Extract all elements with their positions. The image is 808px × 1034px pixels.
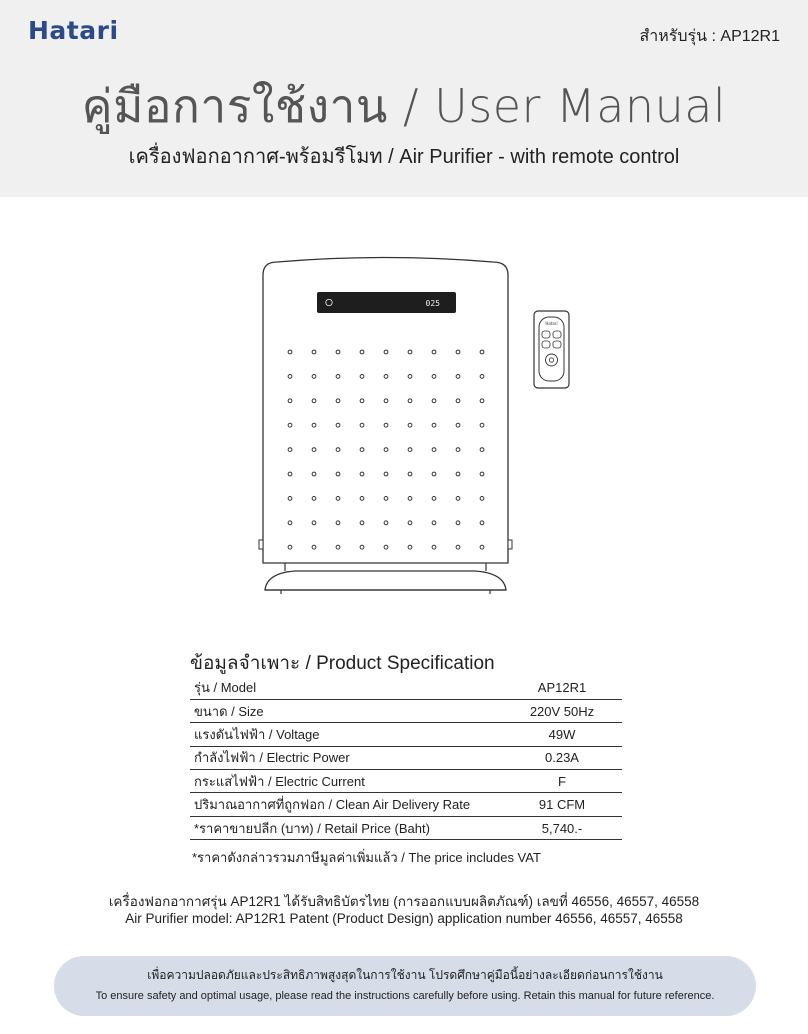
vent-dot — [360, 350, 364, 354]
spec-label: รุ่น / Model — [190, 676, 502, 699]
vent-dot — [384, 472, 388, 476]
vent-dot — [360, 497, 364, 501]
vent-dot — [408, 375, 412, 379]
spec-value: 0.23A — [502, 746, 622, 769]
vent-dot — [480, 448, 484, 452]
vent-dot — [408, 423, 412, 427]
vent-dot — [336, 472, 340, 476]
vent-dot — [480, 472, 484, 476]
spec-row — [190, 676, 622, 699]
patent-text-english: Air Purifier model: AP12R1 Patent (Product Design) application number 46556, 46557, 46558 — [125, 911, 683, 926]
spec-label: *ราคาขายปลีก (บาท) / Retail Price (Baht) — [190, 816, 502, 839]
vent-dot — [432, 423, 436, 427]
vent-dot — [288, 497, 292, 501]
spec-row — [190, 746, 622, 769]
vent-dot — [384, 350, 388, 354]
vent-dot — [312, 521, 316, 525]
vent-dot — [408, 497, 412, 501]
vent-dot — [456, 545, 460, 549]
vent-dot — [288, 399, 292, 403]
safety-notice — [54, 956, 756, 1016]
vent-dot — [312, 448, 316, 452]
vent-dot — [384, 399, 388, 403]
vent-dot — [312, 545, 316, 549]
vent-dot — [312, 350, 316, 354]
header-banner — [0, 0, 808, 197]
vent-dot — [408, 448, 412, 452]
spec-row — [190, 699, 622, 722]
vent-dot — [456, 375, 460, 379]
vent-dot — [384, 448, 388, 452]
page-title: คู่มือการใช้งาน / User Manual — [81, 79, 727, 133]
vent-dot — [480, 497, 484, 501]
spec-label: กำลังไฟฟ้า / Electric Power — [190, 746, 502, 769]
vent-dot — [336, 399, 340, 403]
vent-dot — [312, 399, 316, 403]
vent-dot — [336, 497, 340, 501]
spec-row — [190, 816, 622, 839]
vent-dot — [360, 472, 364, 476]
spec-value: AP12R1 — [502, 676, 622, 699]
remote-brand: Hatari — [545, 321, 558, 326]
spec-value: 5,740.- — [502, 816, 622, 839]
vent-dot — [336, 375, 340, 379]
spec-title: ข้อมูลจำเพาะ / Product Specification — [190, 653, 495, 674]
vent-dot — [384, 545, 388, 549]
spec-row — [190, 770, 622, 793]
vent-dot — [456, 423, 460, 427]
vent-dot — [312, 423, 316, 427]
patent-text-thai: เครื่องฟอกอากาศรุ่น AP12R1 ได้รับสิทธิบัตรไทย (การออกแบบผลิตภัณฑ์) เลขที่ 46556, 46557, 46558 — [108, 894, 700, 909]
vent-dot — [360, 521, 364, 525]
spec-label: ขนาด / Size — [190, 699, 502, 722]
spec-row — [190, 723, 622, 746]
vent-dot — [288, 423, 292, 427]
vent-dot — [456, 448, 460, 452]
display-readout: 025 — [425, 299, 440, 308]
vent-dot — [408, 472, 412, 476]
spec-row — [190, 793, 622, 816]
remote-control — [534, 311, 569, 388]
vent-dot — [432, 350, 436, 354]
vent-dot — [288, 448, 292, 452]
vent-dot — [288, 350, 292, 354]
vent-dot — [408, 545, 412, 549]
vent-dot — [360, 399, 364, 403]
vent-dot — [288, 375, 292, 379]
spec-table — [190, 676, 622, 840]
spec-label: แรงดันไฟฟ้า / Voltage — [190, 723, 502, 746]
vent-dot — [360, 375, 364, 379]
spec-label: ปริมาณอากาศที่ถูกฟอก / Clean Air Delivery Rate — [190, 793, 502, 816]
vent-dot — [408, 350, 412, 354]
spec-label: กระแสไฟฟ้า / Electric Current — [190, 770, 502, 793]
vent-dot — [480, 423, 484, 427]
vent-dot — [288, 521, 292, 525]
vent-dot — [312, 497, 316, 501]
spec-value: 220V 50Hz — [502, 699, 622, 722]
vent-dot — [432, 521, 436, 525]
vent-dot — [480, 521, 484, 525]
air-purifier-illustration — [255, 255, 558, 600]
vent-dot — [480, 399, 484, 403]
vent-dot — [432, 399, 436, 403]
vent-dot — [456, 472, 460, 476]
vent-dot — [360, 448, 364, 452]
vent-dot — [384, 497, 388, 501]
vent-dot — [432, 472, 436, 476]
spec-value: F — [502, 770, 622, 793]
vent-dot — [360, 423, 364, 427]
vent-dot — [432, 448, 436, 452]
vent-dot — [288, 545, 292, 549]
spec-value: 49W — [502, 723, 622, 746]
vent-dot — [360, 545, 364, 549]
vent-dot — [384, 423, 388, 427]
brand-logo: Hatari — [28, 16, 119, 45]
vent-dot — [456, 497, 460, 501]
page-subtitle: เครื่องฟอกอากาศ-พร้อมรีโมท / Air Purifier - with remote control — [128, 146, 680, 168]
vent-dot — [432, 375, 436, 379]
vent-dot — [312, 472, 316, 476]
vent-dot — [456, 399, 460, 403]
vent-dot — [432, 545, 436, 549]
vent-dot — [480, 375, 484, 379]
vent-dot — [480, 350, 484, 354]
vent-dot — [336, 545, 340, 549]
vent-dot — [408, 399, 412, 403]
vent-dot — [456, 350, 460, 354]
vent-dot — [408, 521, 412, 525]
vent-dot — [288, 472, 292, 476]
vent-dot — [336, 521, 340, 525]
vent-dot — [432, 497, 436, 501]
model-label: สำหรับรุ่น : AP12R1 — [639, 28, 780, 45]
safety-notice-english: To ensure safety and optimal usage, please read the instructions carefully before using. Retain this manual for future reference. — [95, 990, 715, 1002]
vent-dot — [336, 350, 340, 354]
vent-dot — [336, 423, 340, 427]
vent-dot — [384, 521, 388, 525]
vent-dot — [456, 521, 460, 525]
spec-value: 91 CFM — [502, 793, 622, 816]
price-note: *ราคาดังกล่าวรวมภาษีมูลค่าเพิ่มแล้ว / The price includes VAT — [192, 850, 541, 865]
vent-dot — [336, 448, 340, 452]
vent-dot — [312, 375, 316, 379]
safety-notice-thai: เพื่อความปลอดภัยและประสิทธิภาพสูงสุดในการใช้งาน โปรดศึกษาคู่มือนี้อย่างละเอียดก่อนการใช้งาน — [147, 968, 663, 982]
vent-dot — [384, 375, 388, 379]
vent-dot — [480, 545, 484, 549]
